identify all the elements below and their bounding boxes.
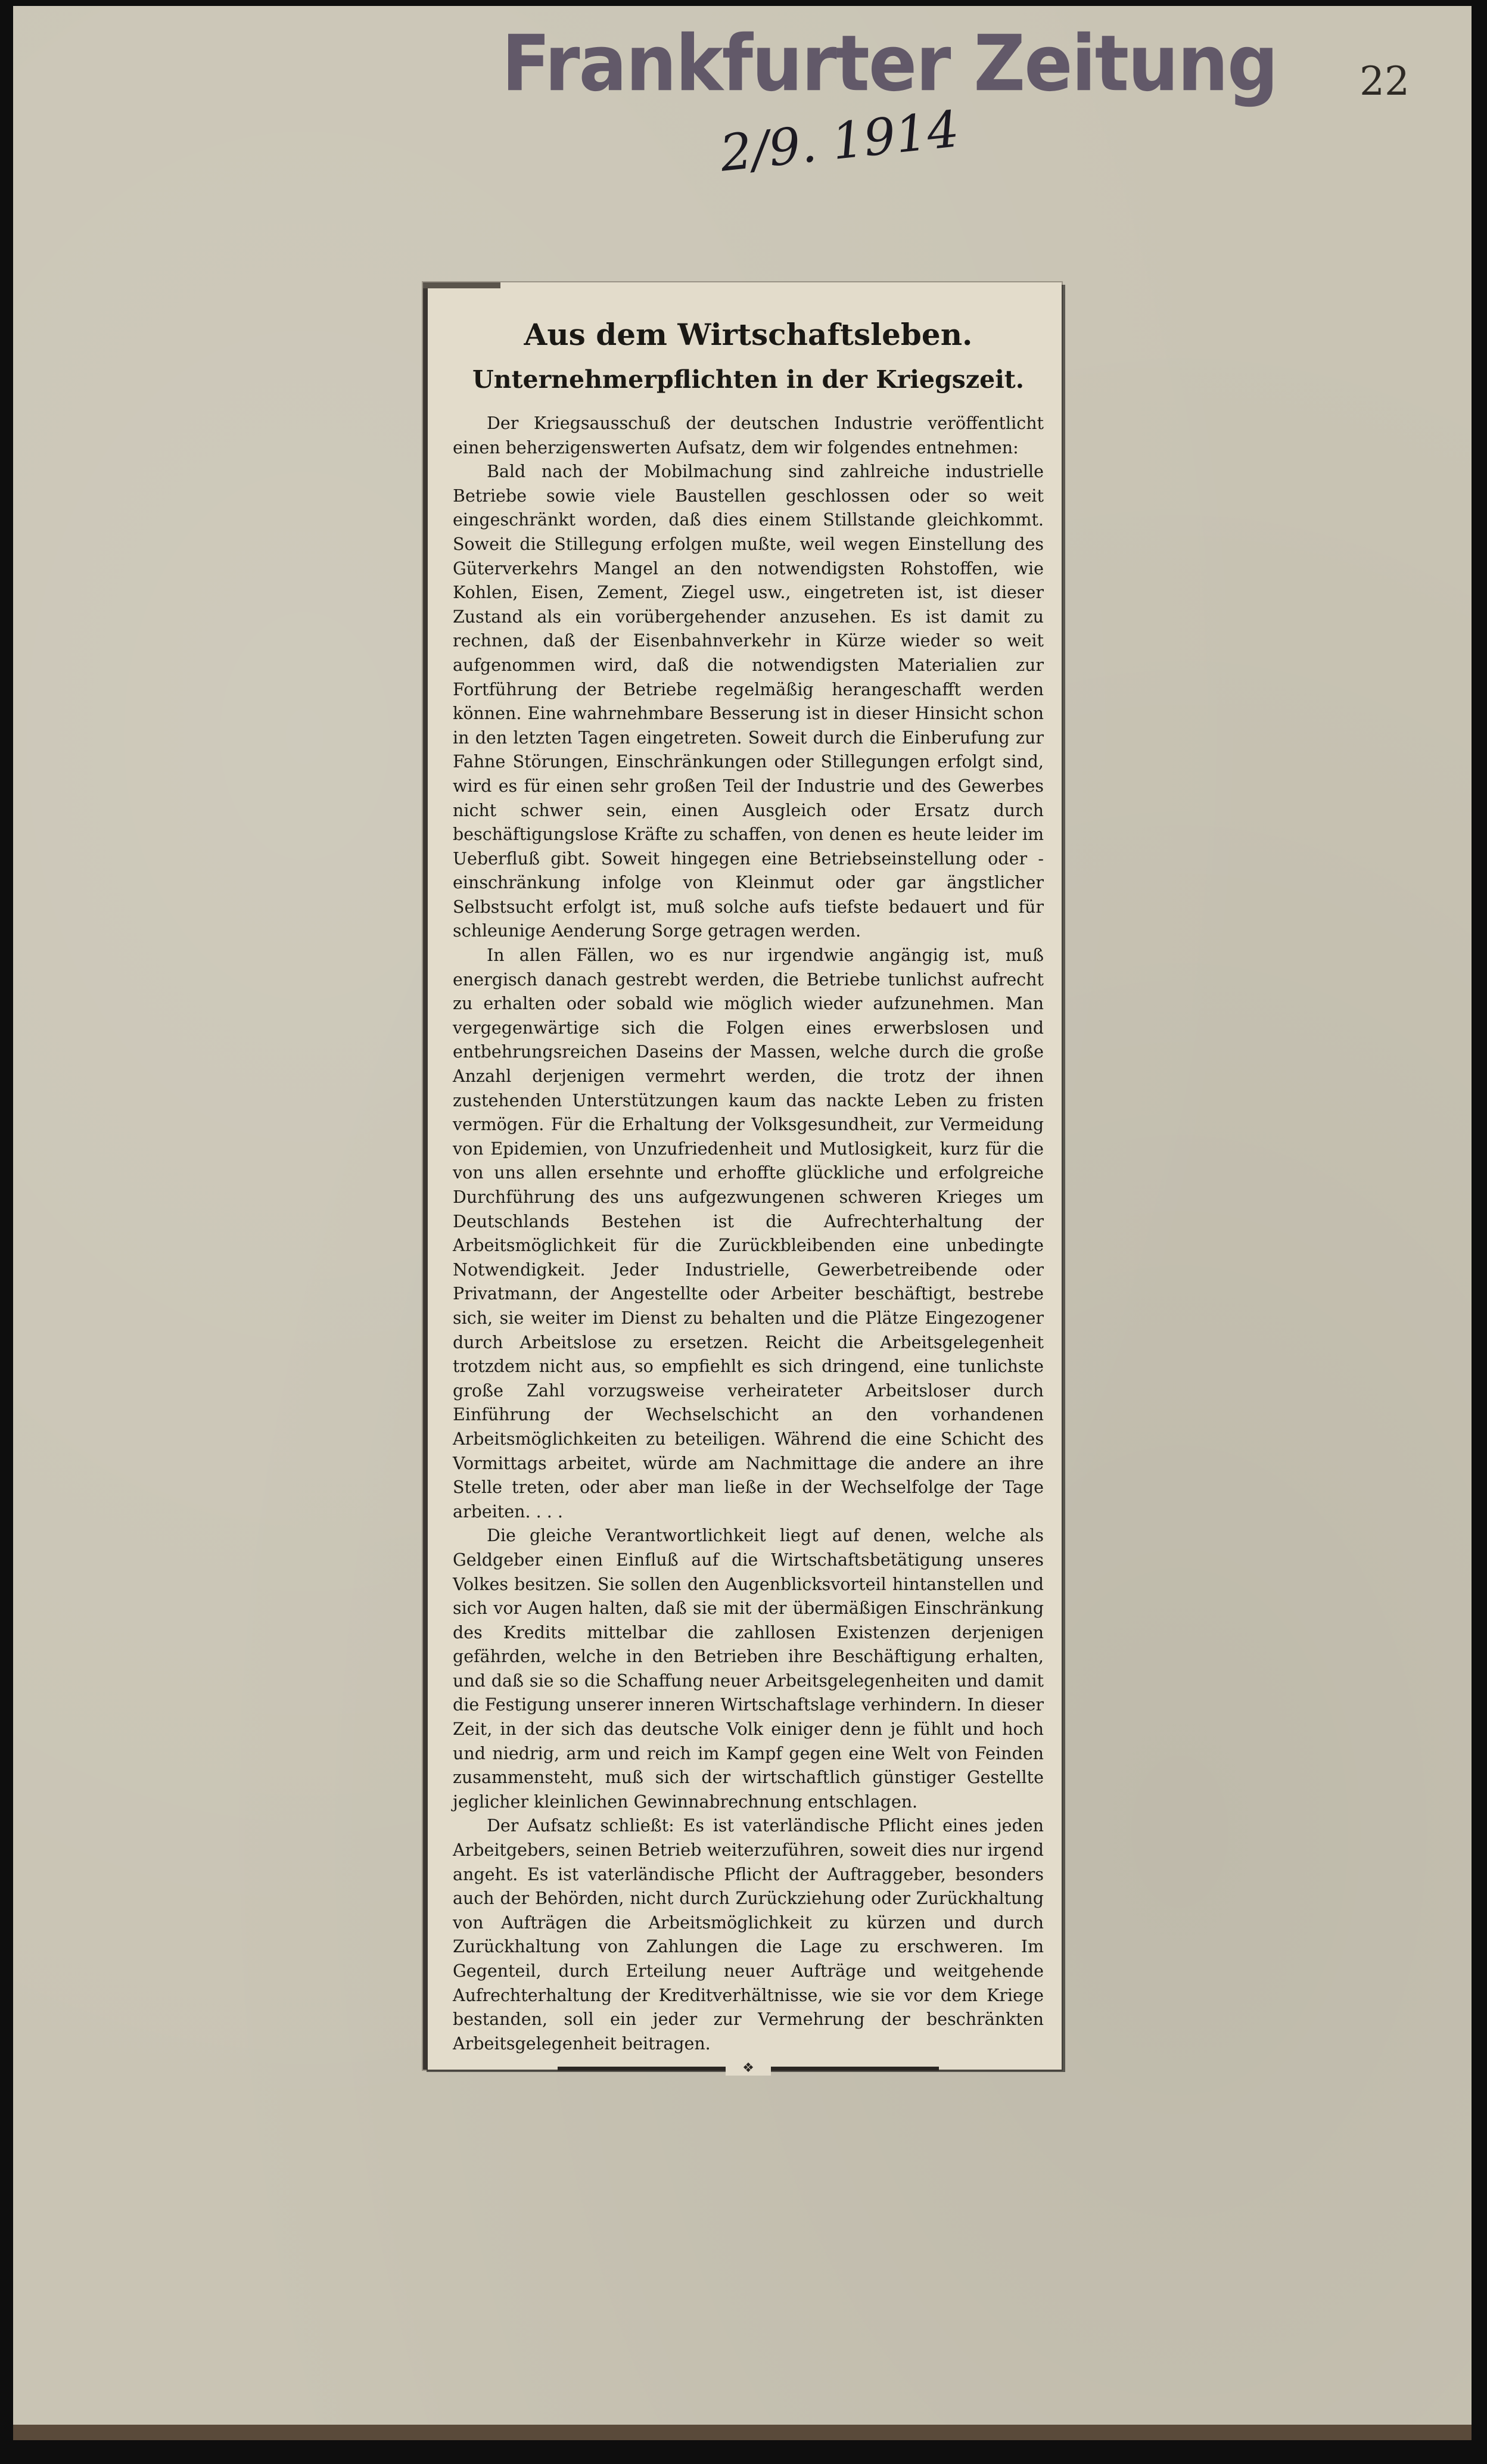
newspaper-name-stamp: Frankfurter Zeitung <box>502 19 1277 109</box>
article-end-rule <box>558 2061 939 2076</box>
article-headline: Aus dem Wirtschaftsleben. <box>524 317 973 352</box>
clipping-column-rule <box>423 282 428 2070</box>
article-subhead: Unternehmerpflichten in der Kriegszeit. <box>472 365 1024 394</box>
article-paragraph: Bald nach der Mobilmachung sind zahlreiche industrielle Betriebe sowie viele Baustellen geschlossen oder so weit eingeschränkt worden, daß dies einem Stillstande gleichkommt. Soweit die Stillegung erfolgen mußte, weil wegen Einstellung des Güterverkehrs Mangel an den notwendigsten Rohstoffen, wie Kohlen, Eisen, Zement, Ziegel usw., eingetreten ist, ist dieser Zustand als ein vorübergehender anzusehen. Es ist damit zu rechnen, daß der Eisenbahnverkehr in Kürze wieder so weit aufgenommen wird, daß die notwendigsten Materialien zur Fortführung der Betriebe regelmäßig herangeschafft werden können. Eine wahrnehmbare Besserung ist in dieser Hinsicht schon in den letzten Tagen eingetreten. Soweit durch die Einberufung zur Fahne Störungen, Einschränkungen oder Stillegungen erfolgt sind, wird es für einen sehr großen Teil der Industrie und des Gewerbes nicht schwer sein, einen Ausgleich oder Ersatz durch beschäftigungslose Kräfte zu schaffen, von denen es heute leider im Ueberfluß gibt. Soweit hingegen eine Betriebseinstellung oder -einschränkung infolge von Kleinmut oder gar ängstlicher Selbstsucht erfolgt ist, muß solche aufs tiefste bedauert und für schleunige Aenderung Sorge getragen werden. <box>453 462 1044 941</box>
article-paragraph: Der Kriegsausschuß der deutschen Industrie veröffentlicht einen beherzigenswerten Aufsatz, dem wir folgendes entnehmen: <box>453 413 1044 458</box>
article-body <box>453 412 1044 2056</box>
board-bottom-edge <box>13 2425 1472 2440</box>
article-paragraph: In allen Fällen, wo es nur irgendwie angängig ist, muß energisch danach gestrebt werden, die Betriebe tunlichst aufrecht zu erhalten oder sobald wie möglich wieder aufzunehmen. Man vergegenwärtige sich die Folgen eines erwerbslosen und entbehrungsreichen Daseins der Massen, welche durch die große Anzahl derjenigen vermehrt werden, die trotz der ihnen zustehenden Unterstützungen kaum das nackte Leben zu fristen vermögen. Für die Erhaltung der Volksgesundheit, zur Vermeidung von Epidemien, von Unzufriedenheit und Mutlosigkeit, kurz für die von uns allen ersehnte und erhoffte glückliche und erfolgreiche Durchführung des uns aufgezwungenen schweren Krieges um Deutschlands Bestehen ist die Aufrechterhaltung der Arbeitsmöglichkeit für die Zurückbleibenden eine unbedingte Notwendigkeit. Jeder Industrielle, Gewerbetreibende oder Privatmann, der Angestellte oder Arbeiter beschäftigt, bestrebe sich, sie weiter im Dienst zu behalten und die Plätze Eingezogener durch Arbeitslose zu ersetzen. Reicht die Arbeitsgelegenheit trotzdem nicht aus, so empfiehlt es sich dringend, eine tunlichste große Zahl vorzugsweise verheirateter Arbeitsloser durch Einführung der Wechselschicht an den vorhandenen Arbeitsmöglichkeiten zu beteiligen. Während die eine Schicht des Vormittags arbeitet, würde am Nachmittage die andere an ihre Stelle treten, oder aber man ließe in der Wechselfolge der Tage arbeiten. . . . <box>453 945 1044 1522</box>
article-paragraph: Die gleiche Verantwortlichkeit liegt auf denen, welche als Geldgeber einen Einfluß auf die Wirtschaftsbetätigung unseres Volkes besitzen. Sie sollen den Augenblicksvorteil hintanstellen und sich vor Augen halten, daß sie mit der übermäßigen Einschränkung des Kredits mittelbar die zahllosen Existenzen derjenigen gefährden, welche in den Betrieben ihre Beschäftigung erhalten, und daß sie so die Schaffung neuer Arbeitsgelegenheiten und damit die Festigung unserer inneren Wirtschaftslage verhindern. In dieser Zeit, in der sich das deutsche Volk einiger denn je fühlt und hoch und niedrig, arm und reich im Kampf gegen eine Welt von Feinden zusammensteht, muß sich der wirtschaftlich günstiger Gestellte jeglicher kleinlichen Gewinnabrechnung entschlagen. <box>453 1526 1044 1812</box>
page-number: 22 <box>1360 58 1410 104</box>
ornament-icon: ❖ <box>726 2061 771 2076</box>
clipping-top-rule <box>423 282 500 288</box>
handwritten-date: 2/9. 1914 <box>717 99 962 183</box>
newspaper-clipping <box>423 282 1062 2076</box>
article-paragraph: Der Aufsatz schließt: Es ist vaterländische Pflicht eines jeden Arbeitgebers, seinen Betrieb weiterzuführen, soweit dies nur irgend angeht. Es ist vaterländische Pflicht der Auftraggeber, besonders auch der Behörden, nicht durch Zurückziehung oder Zurückhaltung von Aufträgen die Arbeitsmöglichkeit zu kürzen und durch Zurückhaltung von Zahlungen die Lage zu erschweren. Im Gegenteil, durch Erteilung neuer Aufträge und weitgehende Aufrechterhaltung der Kreditverhältnisse, wie sie vor dem Kriege bestanden, soll ein jeder zur Vermehrung der beschränkten Arbeitsgelegenheit beitragen. <box>453 1816 1044 2054</box>
